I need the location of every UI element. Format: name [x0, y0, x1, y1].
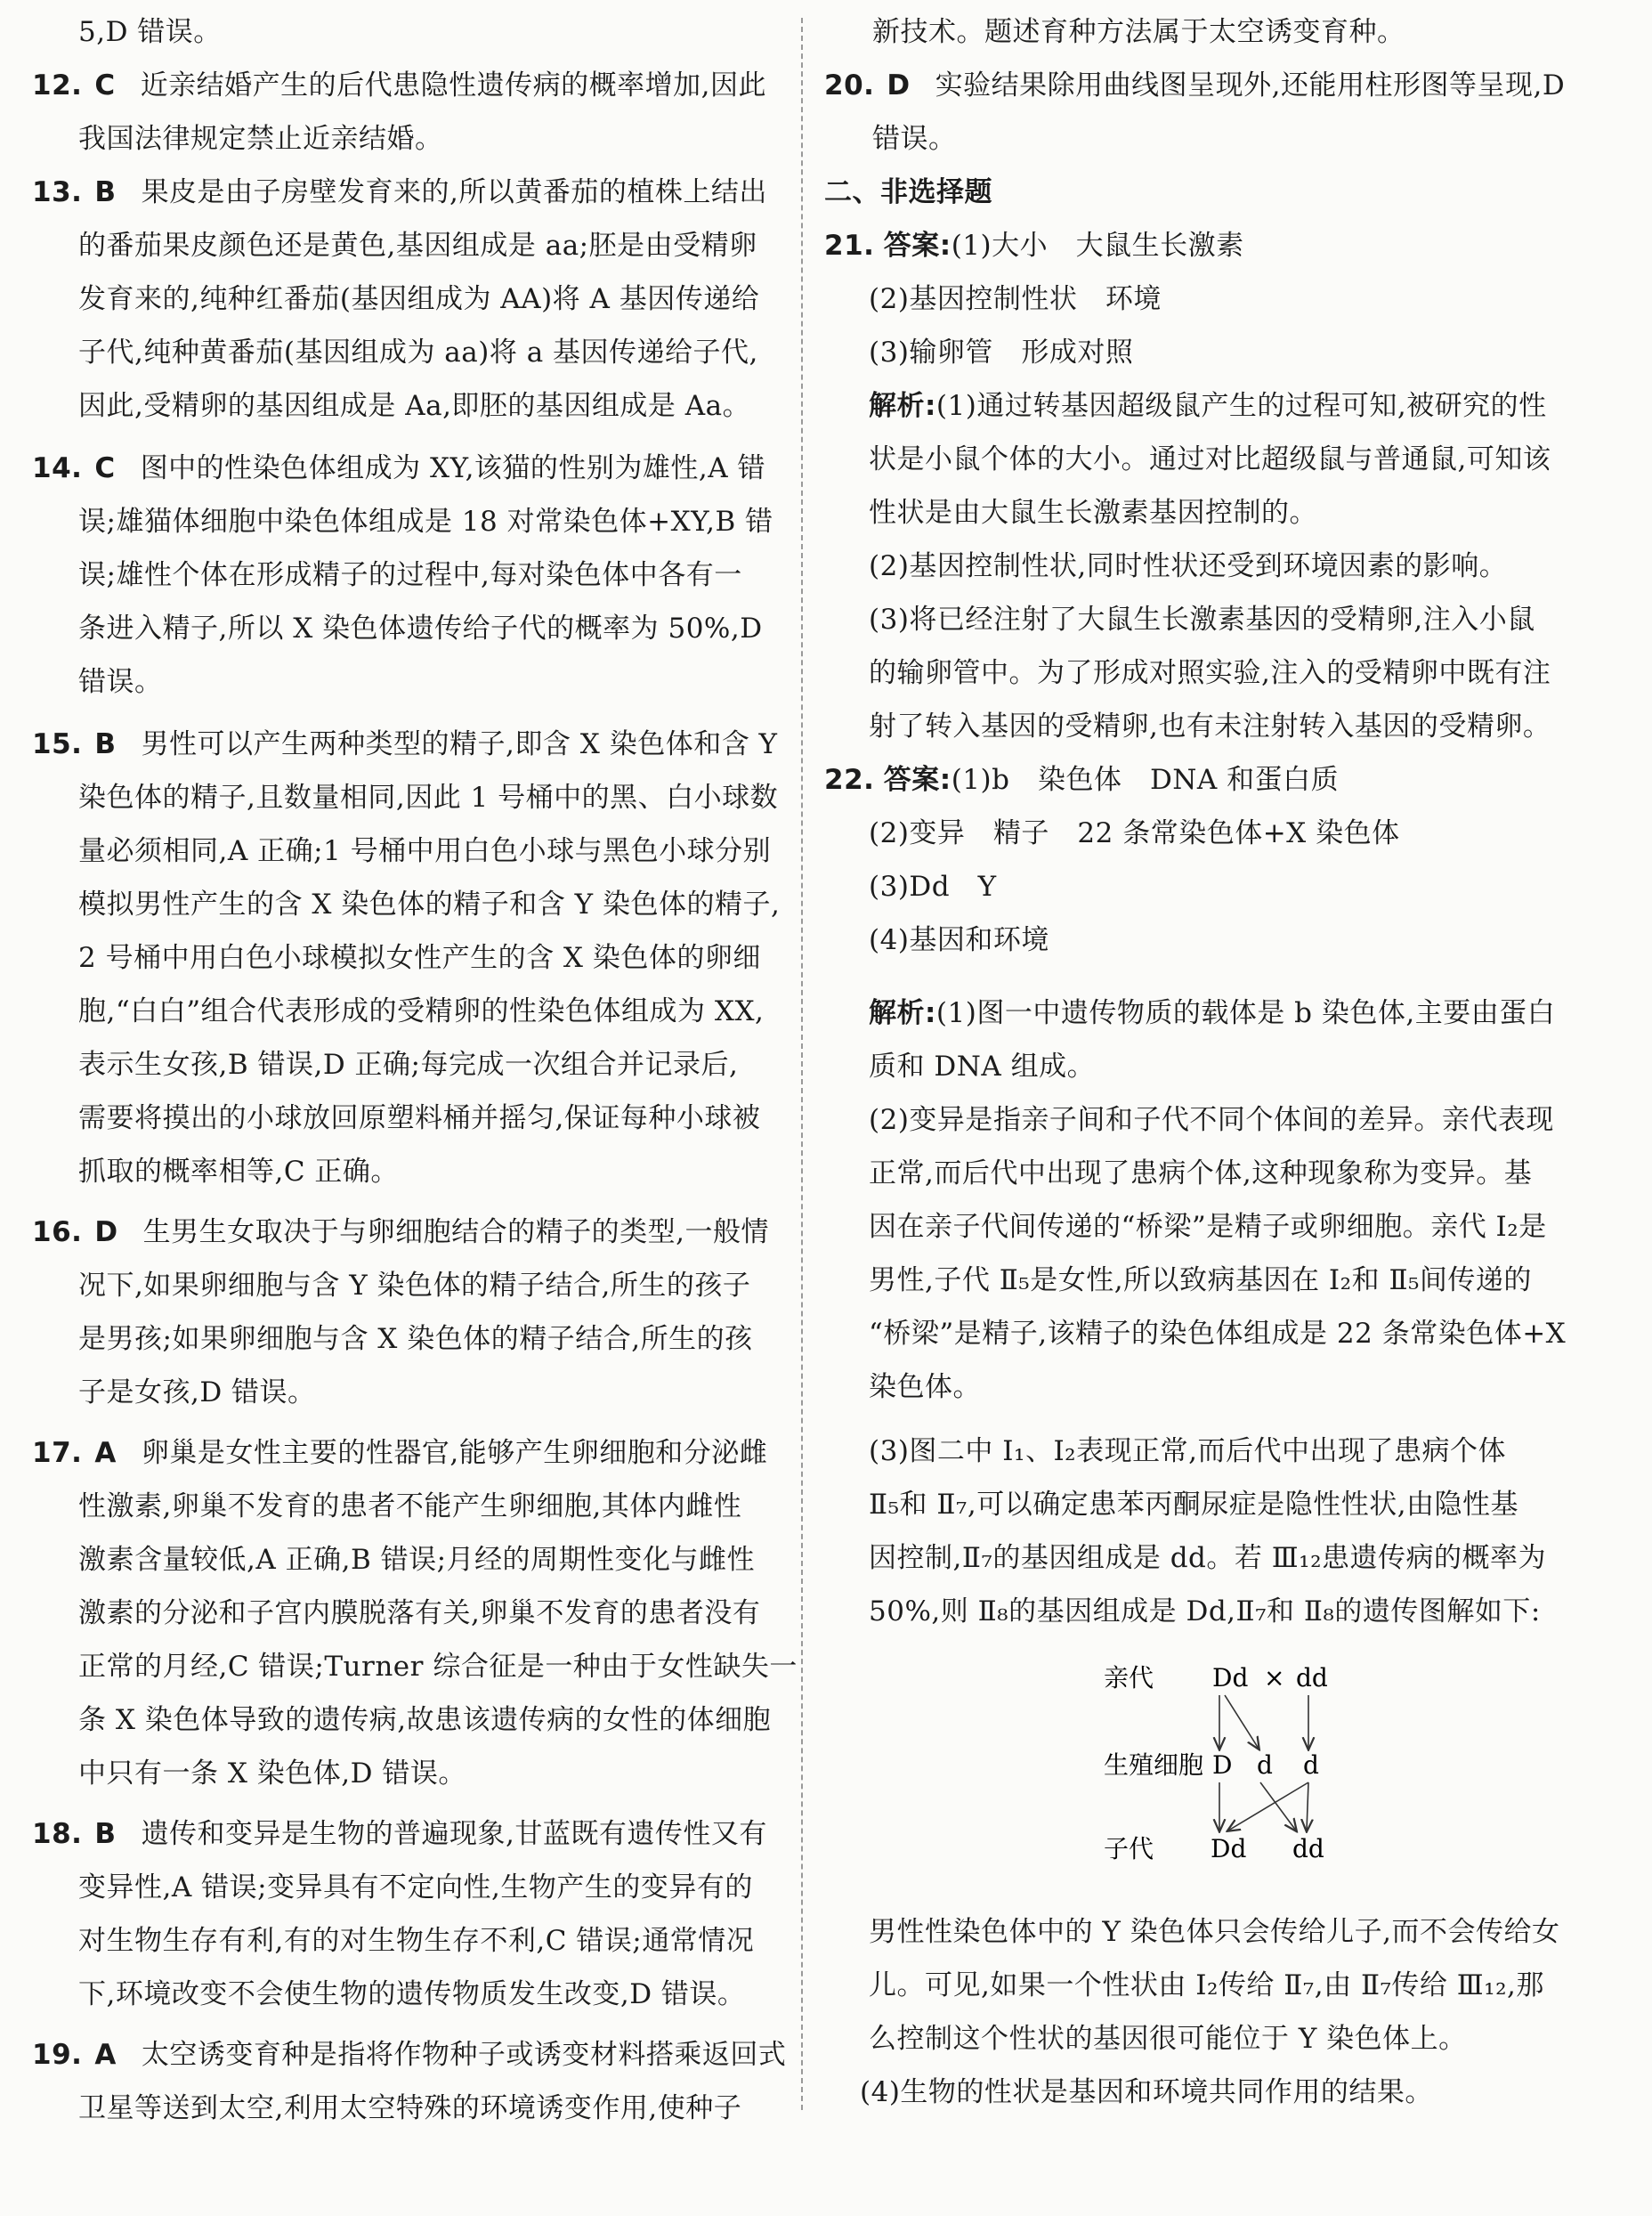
text-line: 的输卵管中。为了形成对照实验,注入的受精卵中既有注 — [869, 657, 1551, 689]
gamete-2: d — [1257, 1750, 1273, 1780]
text-line: 激素含量较低,A 正确,B 错误;月经的周期性变化与雌性 — [78, 1544, 756, 1576]
text-line: 量必须相同,A 正确;1 号桶中用白色小球与黑色小球分别 — [78, 835, 772, 867]
cross-symbol: × — [1264, 1663, 1285, 1692]
text-line: 染色体。 — [869, 1371, 981, 1403]
question-17: 17. A 卵巢是女性主要的性器官,能够产生卵细胞和分泌雌 — [32, 1437, 768, 1469]
arrow — [1228, 1782, 1308, 1830]
text-line: 儿。可见,如果一个性状由 Ⅰ₂传给 Ⅱ₇,由 Ⅱ₇传给 Ⅲ₁₂,那 — [869, 1969, 1544, 2001]
text-line: 子代,纯种黄番茄(基因组成为 aa)将 a 基因传递给子代, — [78, 337, 758, 369]
question-20: 20. D 实验结果除用曲线图呈现外,还能用柱形图等呈现,D — [824, 69, 1566, 101]
text-line: 性激素,卵巢不发育的患者不能产生卵细胞,其体内雌性 — [78, 1490, 742, 1522]
question-19: 19. A 太空诱变育种是指将作物种子或诱变材料搭乘返回式 — [32, 2039, 787, 2071]
parent-2-genotype: dd — [1296, 1663, 1328, 1692]
text-line: (3)Dd Y — [869, 871, 997, 903]
question-18: 18. B 遗传和变异是生物的普遍现象,甘蓝既有遗传性又有 — [32, 1818, 767, 1850]
text-line: 对生物生存有利,有的对生物生存不利,C 错误;通常情况 — [78, 1925, 755, 1957]
text-line: (3)将已经注射了大鼠生长激素基因的受精卵,注入小鼠 — [869, 604, 1535, 636]
text-line: 激素的分泌和子宫内膜脱落有关,卵巢不发育的患者没有 — [78, 1597, 761, 1629]
question-13: 13. B 果皮是由子房壁发育来的,所以黄番茄的植株上结出 — [32, 176, 767, 208]
text-line: (4)生物的性状是基因和环境共同作用的结果。 — [860, 2076, 1433, 2108]
text-line: 发育来的,纯种红番茄(基因组成为 AA)将 A 基因传递给 — [78, 283, 760, 315]
text-line: 错误。 — [872, 123, 957, 155]
question-12: 12. C 近亲结婚产生的后代患隐性遗传病的概率增加,因此 — [32, 69, 767, 101]
text-line: 的番茄果皮颜色还是黄色,基因组成是 aa;胚是由受精卵 — [78, 230, 757, 262]
arrow — [1260, 1782, 1296, 1830]
text-line: 么控制这个性状的基因很可能位于 Y 染色体上。 — [869, 2023, 1467, 2055]
text-line: 射了转入基因的受精卵,也有未注射转入基因的受精卵。 — [869, 710, 1551, 743]
column-divider — [801, 18, 803, 2110]
text-line: 子是女孩,D 错误。 — [78, 1376, 316, 1408]
parent-label: 亲代 — [1104, 1663, 1154, 1692]
text-line: 卫星等送到太空,利用太空特殊的环境诱变作用,使种子 — [78, 2092, 742, 2124]
text-line: 因此,受精卵的基因组成是 Aa,即胚的基因组成是 Aa。 — [78, 390, 751, 422]
text-line: 表示生女孩,B 错误,D 正确;每完成一次组合并记录后, — [78, 1049, 739, 1081]
text-line: 变异性,A 错误;变异具有不定向性,生物产生的变异有的 — [78, 1871, 753, 1903]
text-line: 正常,而后代中出现了患病个体,这种现象称为变异。基 — [869, 1157, 1533, 1189]
text-line: (2)变异是指亲子间和子代不同个体间的差异。亲代表现 — [869, 1104, 1554, 1136]
gamete-3: d — [1303, 1750, 1319, 1780]
text-line: 下,环境改变不会使生物的遗传物质发生改变,D 错误。 — [78, 1978, 746, 2010]
text-line: 胞,“白白”组合代表形成的受精卵的性染色体组成为 XX, — [78, 995, 765, 1027]
question-14: 14. C 图中的性染色体组成为 XY,该猫的性别为雄性,A 错 — [32, 452, 766, 484]
text-line: 质和 DNA 组成。 — [869, 1051, 1096, 1083]
text-line: (3)输卵管 形成对照 — [869, 337, 1134, 369]
text-line: 错误。 — [78, 666, 163, 698]
child-2-genotype: dd — [1292, 1834, 1324, 1863]
parent-1-genotype: Dd — [1212, 1663, 1249, 1692]
arrow — [1307, 1782, 1308, 1830]
text-line: 2 号桶中用白色小球模拟女性产生的含 X 染色体的卵细 — [78, 942, 761, 974]
text-line: 是男孩;如果卵细胞与含 X 染色体的精子结合,所生的孩 — [78, 1323, 753, 1355]
text-line: 50%,则 Ⅱ₈的基因组成是 Dd,Ⅱ₇和 Ⅱ₈的遗传图解如下: — [869, 1595, 1541, 1628]
question-16: 16. D 生男生女取决于与卵细胞结合的精子的类型,一般情 — [32, 1216, 770, 1248]
text-line: 男性性染色体中的 Y 染色体只会传给儿子,而不会传给女 — [869, 1916, 1560, 1948]
text-line: (2)基因控制性状 环境 — [869, 283, 1162, 315]
analysis-22: 解析:(1)图一中遗传物质的载体是 b 染色体,主要由蛋白 — [869, 997, 1556, 1029]
text-line: (3)图二中 Ⅰ₁、Ⅰ₂表现正常,而后代中出现了患病个体 — [869, 1435, 1506, 1467]
text-line: 新技术。题述育种方法属于太空诱变育种。 — [872, 16, 1405, 48]
text-line: 男性,子代 Ⅱ₅是女性,所以致病基因在 Ⅰ₂和 Ⅱ₅间传递的 — [869, 1264, 1532, 1296]
arrow — [1225, 1695, 1259, 1749]
text-line: 5,D 错误。 — [78, 16, 222, 48]
inheritance-diagram — [1095, 1656, 1362, 1870]
text-line: 染色体的精子,且数量相同,因此 1 号桶中的黑、白小球数 — [78, 782, 779, 814]
text-line: 误;雄猫体细胞中染色体组成是 18 对常染色体+XY,B 错 — [78, 506, 773, 538]
child-1-genotype: Dd — [1211, 1834, 1247, 1863]
text-line: “桥梁”是精子,该精子的染色体组成是 22 条常染色体+X — [869, 1318, 1567, 1350]
text-line: 况下,如果卵细胞与含 Y 染色体的精子结合,所生的孩子 — [78, 1270, 751, 1302]
text-line: 抓取的概率相等,C 正确。 — [78, 1156, 399, 1188]
gamete-1: D — [1212, 1750, 1233, 1780]
text-line: 条进入精子,所以 X 染色体遗传给子代的概率为 50%,D — [78, 613, 763, 645]
question-21: 21. 答案:(1)大小 大鼠生长激素 — [824, 230, 1244, 262]
text-line: 条 X 染色体导致的遗传病,故患该遗传病的女性的体细胞 — [78, 1704, 772, 1736]
text-line: (2)变异 精子 22 条常染色体+X 染色体 — [869, 817, 1400, 849]
text-line: 模拟男性产生的含 X 染色体的精子和含 Y 染色体的精子, — [78, 889, 781, 921]
question-22: 22. 答案:(1)b 染色体 DNA 和蛋白质 — [824, 764, 1340, 796]
child-label: 子代 — [1104, 1834, 1154, 1863]
text-line: (2)基因控制性状,同时性状还受到环境因素的影响。 — [869, 550, 1508, 582]
text-line: 中只有一条 X 染色体,D 错误。 — [78, 1757, 466, 1790]
text-line: 状是小鼠个体的大小。通过对比超级鼠与普通鼠,可知该 — [869, 443, 1551, 475]
text-line: 需要将摸出的小球放回原塑料桶并摇匀,保证每种小球被 — [78, 1102, 761, 1134]
question-15: 15. B 男性可以产生两种类型的精子,即含 X 染色体和含 Y — [32, 728, 778, 760]
text-line: 性状是由大鼠生长激素基因控制的。 — [869, 497, 1317, 529]
text-line: 误;雄性个体在形成精子的过程中,每对染色体中各有一 — [78, 559, 742, 591]
text-line: Ⅱ₅和 Ⅱ₇,可以确定患苯丙酮尿症是隐性性状,由隐性基 — [869, 1489, 1519, 1521]
text-line: 我国法律规定禁止近亲结婚。 — [78, 123, 443, 155]
text-line: 正常的月经,C 错误;Turner 综合征是一种由于女性缺失一 — [78, 1651, 798, 1683]
gamete-label: 生殖细胞 — [1104, 1750, 1204, 1780]
section-title: 二、非选择题 — [824, 176, 992, 208]
text-line: 因控制,Ⅱ₇的基因组成是 dd。若 Ⅲ₁₂患遗传病的概率为 — [869, 1542, 1546, 1574]
text-line: (4)基因和环境 — [869, 924, 1049, 956]
analysis-21: 解析:(1)通过转基因超级鼠产生的过程可知,被研究的性 — [869, 390, 1547, 422]
text-line: 因在亲子代间传递的“桥梁”是精子或卵细胞。亲代 Ⅰ₂是 — [869, 1211, 1547, 1243]
